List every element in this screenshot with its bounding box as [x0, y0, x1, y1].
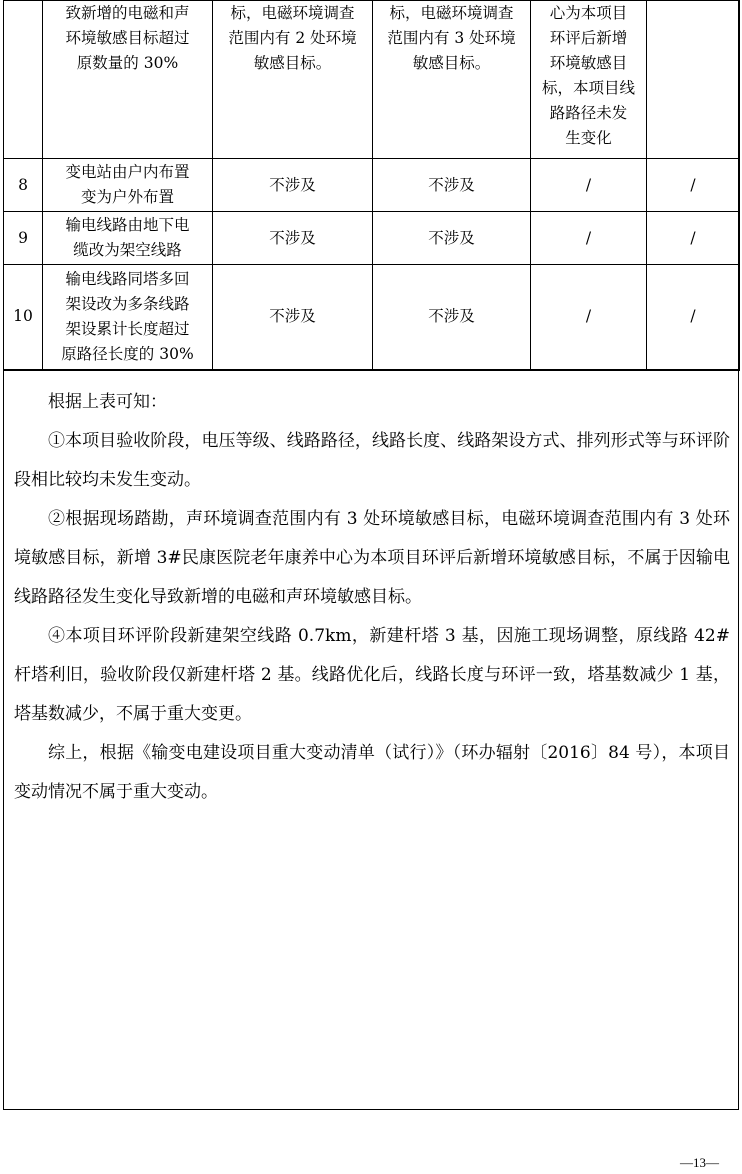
- cell-major: /: [647, 265, 740, 370]
- cell-no: 8: [4, 159, 43, 212]
- paragraph-item-1: ①本项目验收阶段，电压等级、线路路径，线路长度、线路架设方式、排列形式等与环评阶段相比较均未发生变动。: [14, 431, 730, 490]
- cell-item: 输电线路同塔多回 架设改为多条线路 架设累计长度超过 原路径长度的 30%: [43, 265, 213, 370]
- cell-item: 变电站由户内布置 变为户外布置: [43, 159, 213, 212]
- cell-acceptance: 标，电磁环境调查 范围内有 3 处环境 敏感目标。: [373, 1, 531, 159]
- table-row: [4, 265, 740, 370]
- paragraph-item-2: ②根据现场踏勘，声环境调查范围内有 3 处环境敏感目标，电磁环境调查范围内有 3 处环境敏感目标，新增 3#民康医院老年康养中心为本项目环评后新增环境敏感目标，不属于因输电线路路径发生变化导致新增的电磁和声环境敏感目标。: [14, 509, 730, 607]
- cell-no: 9: [4, 212, 43, 265]
- change-comparison-table: [3, 0, 740, 371]
- table-row: [4, 212, 740, 265]
- cell-eia: 不涉及: [213, 265, 373, 370]
- cell-item: 输电线路由地下电 缆改为架空线路: [43, 212, 213, 265]
- table-row-continued: [4, 1, 740, 159]
- paragraph-summary: 综上，根据《输变电建设项目重大变动清单（试行）》（环办辐射〔2016〕84 号），本项目变动情况不属于重大变动。: [14, 743, 730, 802]
- page-number: —13—: [680, 1155, 719, 1170]
- cell-no: [4, 1, 43, 159]
- table-row: [4, 159, 740, 212]
- cell-eia: 标，电磁环境调查 范围内有 2 处环境 敏感目标。: [213, 1, 373, 159]
- paragraph-item-4: ④本项目环评阶段新建架空线路 0.7km，新建杆塔 3 基，因施工现场调整，原线路 42#杆塔利旧，验收阶段仅新建杆塔 2 基。线路优化后，线路长度与环评一致，塔基数减少 1 基，塔基数减少，不属于重大变更。: [14, 626, 730, 724]
- paragraph-intro: 根据上表可知：: [48, 392, 167, 412]
- cell-change: /: [531, 212, 647, 265]
- cell-no: 10: [4, 265, 43, 370]
- cell-change: 心为本项目 环评后新增 环境敏感目 标，本项目线 路路径未发 生变化: [531, 1, 647, 159]
- cell-item: 致新增的电磁和声 环境敏感目标超过 原数量的 30%: [43, 1, 213, 159]
- cell-acceptance: 不涉及: [373, 265, 531, 370]
- cell-acceptance: 不涉及: [373, 159, 531, 212]
- cell-eia: 不涉及: [213, 159, 373, 212]
- cell-acceptance: 不涉及: [373, 212, 531, 265]
- conclusion-text: [14, 383, 730, 812]
- cell-eia: 不涉及: [213, 212, 373, 265]
- cell-major: [647, 1, 740, 159]
- cell-change: /: [531, 159, 647, 212]
- cell-major: /: [647, 159, 740, 212]
- cell-change: /: [531, 265, 647, 370]
- cell-major: /: [647, 212, 740, 265]
